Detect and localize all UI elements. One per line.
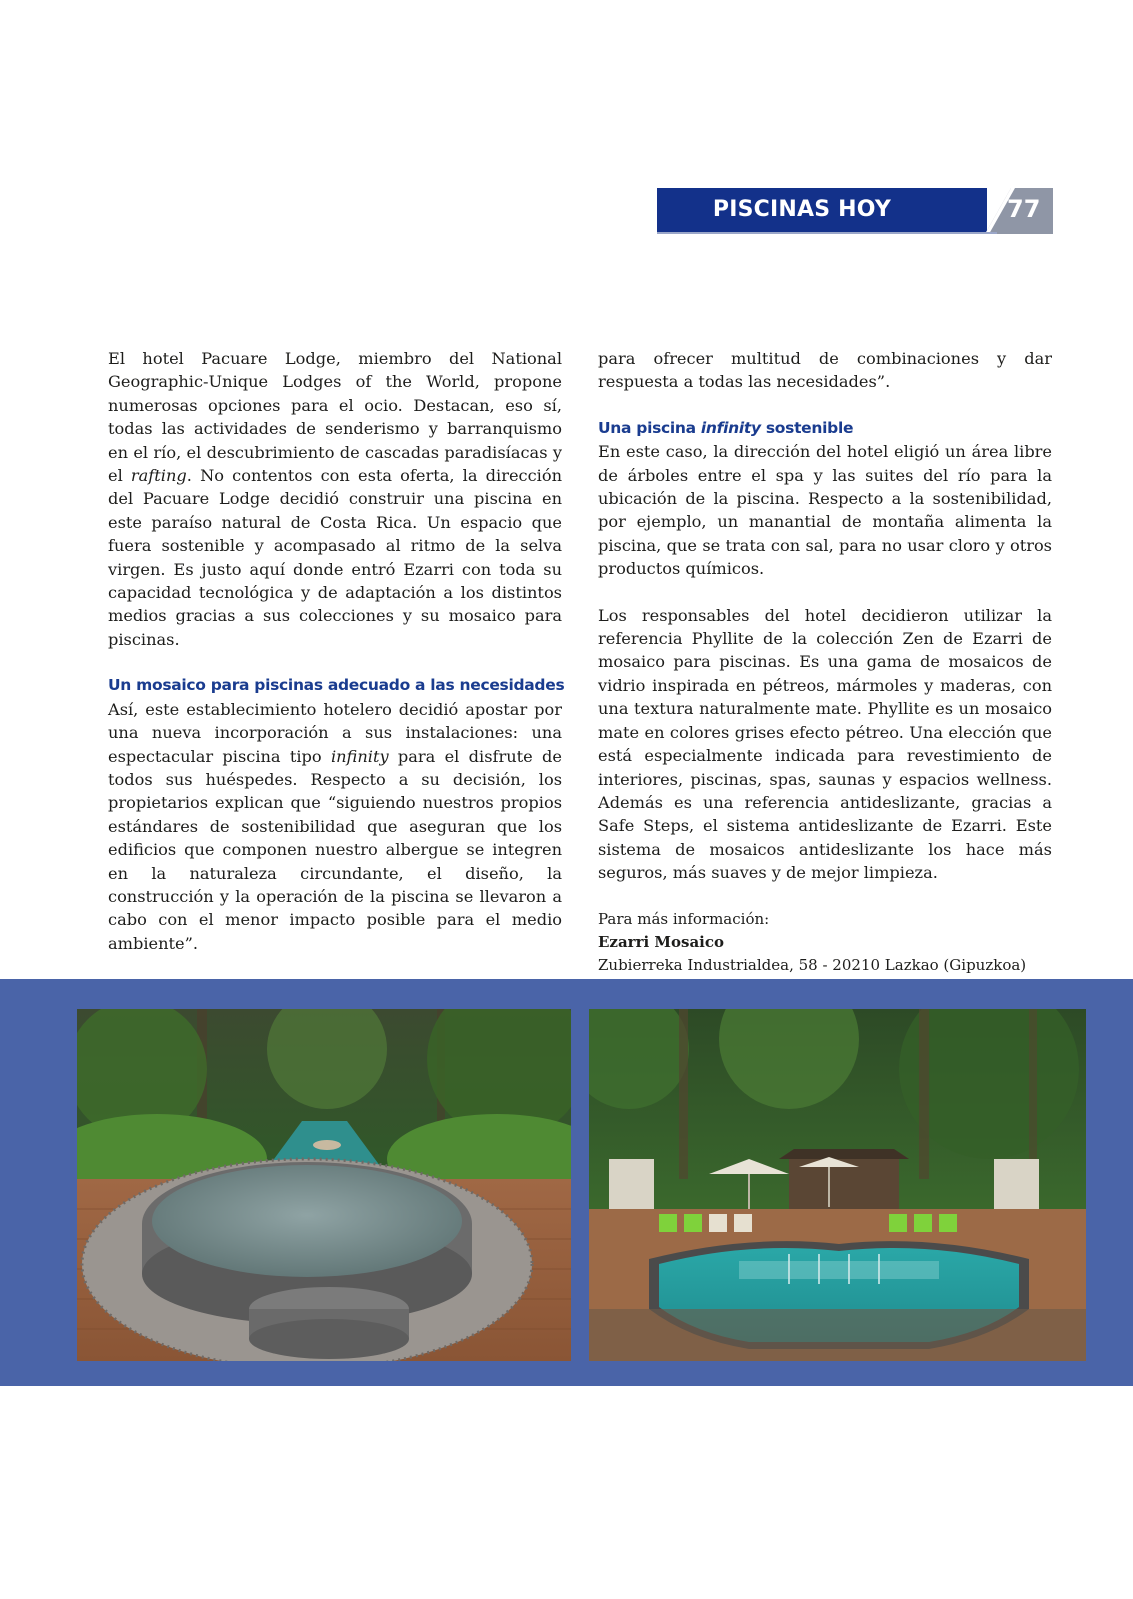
decision-paragraph: Así, este establecimiento hotelero decidió apostar por una nueva incorporación a sus instalaciones: una espectacular piscina tipo infinity para el disfrute de todos sus huéspedes. Respecto a su decisión, los propietarios explican que “siguiendo nuestros propios estándares de sostenibilidad que aseguran que los edificios que componen nuestro albergue se integren en la naturaleza circundante, el diseño, la construcción y la operación de la piscina se llevaron a cabo con el menor impacto posible para el medio ambiente”. xyxy=(108,699,562,953)
header-bar xyxy=(657,188,987,232)
page-number: 77 xyxy=(1007,195,1041,223)
infinity-emphasis: infinity xyxy=(330,746,389,766)
subheading-infinity: Una piscina infinity sostenible xyxy=(598,418,854,437)
header-underline xyxy=(657,232,997,234)
photo-circular-pool xyxy=(77,1009,571,1361)
phyllite-paragraph: Los responsables del hotel decidieron utilizar la referencia Phyllite de la colección Zen de Ezarri de mosaico para piscinas. Es una gama de mosaicos de vidrio inspirada en pétreos, mármoles y maderas, con una textura naturalmente mate. Phyllite es un mosaico mate en colores grises efecto pétreo. Una elección que está especialmente indicada para revestimiento de interiores, piscinas, spas, saunas y espacios wellness. Además es una referencia antideslizante, gracias a Safe Steps, el sistema antideslizante de Ezarri. Este sistema de mosaicos antideslizante los hace más seguros, más suaves y de mejor limpieza. xyxy=(598,605,1052,883)
continuation-paragraph: para ofrecer multitud de combinaciones y dar respuesta a todas las necesidades”. xyxy=(598,349,1052,392)
jungle-pool-image xyxy=(589,1009,1086,1361)
company-address: Zubierreka Industrialdea, 58 - 20210 Lazkao (Gipuzkoa) xyxy=(598,955,1027,974)
subheading-mosaico: Un mosaico para piscinas adecuado a las necesidades xyxy=(108,676,565,695)
section-header xyxy=(657,188,1053,234)
photo-jungle-pool xyxy=(589,1009,1086,1361)
rafting-emphasis: rafting xyxy=(130,466,187,486)
left-column xyxy=(108,347,565,1072)
company-name: Ezarri Mosaico xyxy=(598,932,725,951)
page-number-tab xyxy=(985,188,1053,234)
section-title: PISCINAS HOY xyxy=(712,197,891,222)
contact-intro: Para más información: xyxy=(598,909,770,928)
intro-paragraph: El hotel Pacuare Lodge, miembro del National Geographic-Unique Lodges of the World, propone numerosas opciones para el ocio. Destacan, eso sí, todas las actividades de senderismo y barranquismo en el río, el descubrimiento de cascadas paradisíacas y el rafting. No contentos con esta oferta, la dirección del Pacuare Lodge decidió construir una piscina en este paraíso natural de Costa Rica. Un espacio que fuera sostenible y acompasado al ritmo de la selva virgen. Es justo aquí donde entró Ezarri con toda su capacidad tecnológica y de adaptación a los distintos medios gracias a sus colecciones y su mosaico para piscinas. xyxy=(108,349,563,649)
right-column xyxy=(598,347,1052,1000)
circular-pool-image xyxy=(77,1009,571,1361)
location-paragraph: En este caso, la dirección del hotel eligió un área libre de árboles entre el spa y las suites del río para la ubicación de la piscina. Respecto a la sostenibilidad, por ejemplo, un manantial de montaña alimenta la piscina, que se trata con sal, para no usar cloro y otros productos químicos. xyxy=(598,442,1052,579)
